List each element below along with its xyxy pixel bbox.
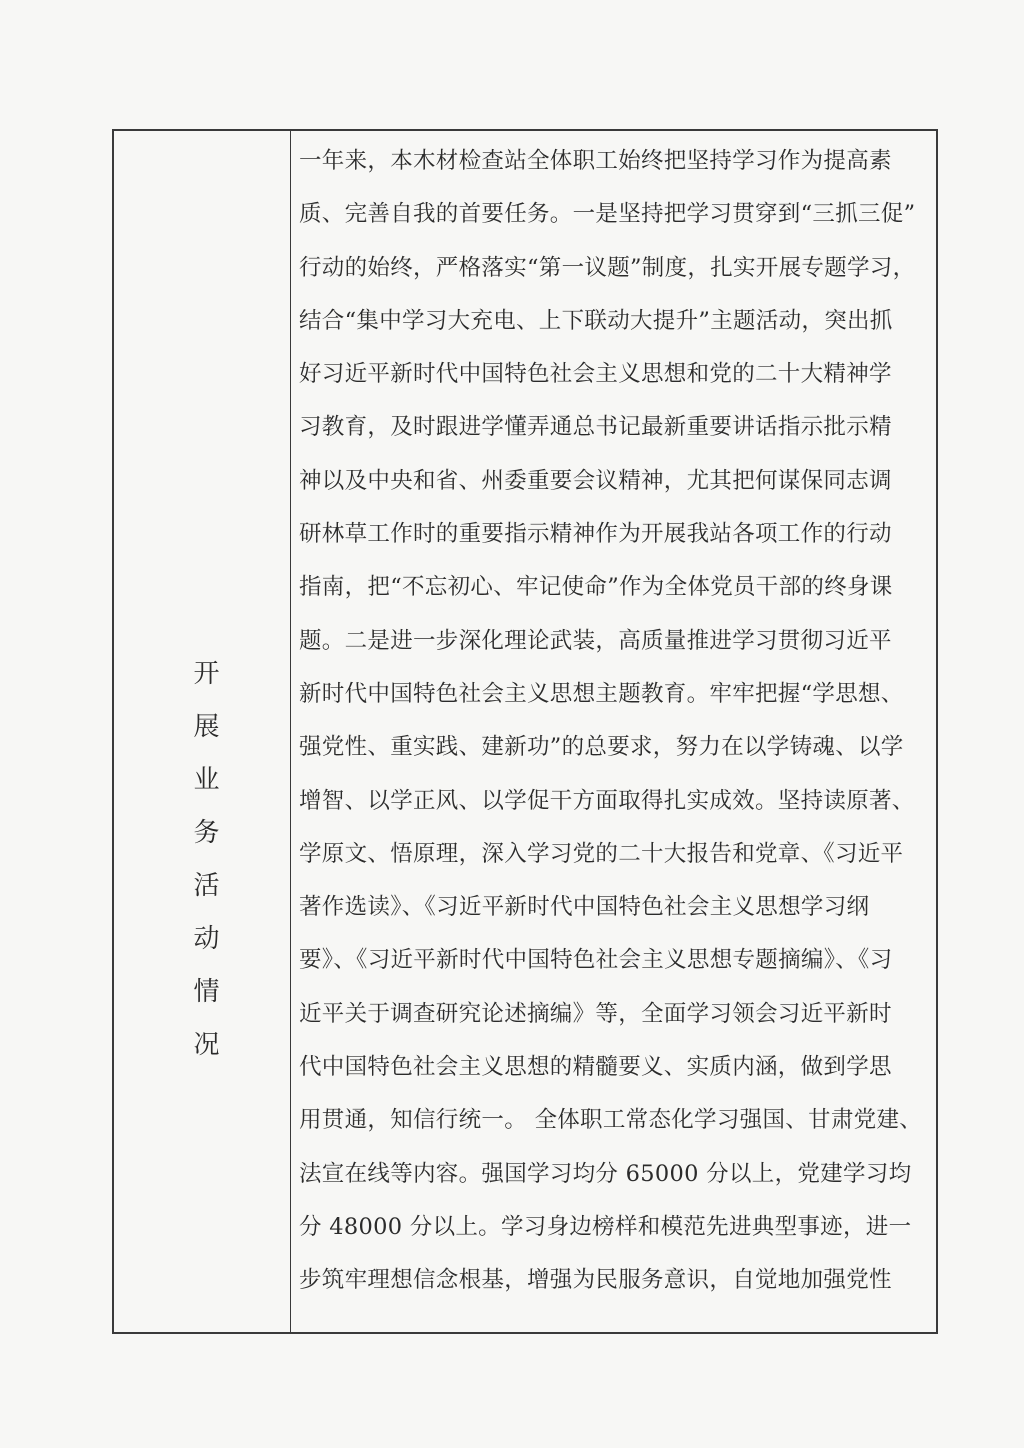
content-line: 新时代中国特色社会主义思想主题教育。牢牢把握“学思想、 (299, 680, 904, 707)
content-line: 强党性、重实践、建新功”的总要求，努力在以学铸魂、以学 (299, 734, 904, 761)
content-line: 增智、以学正风、以学促干方面取得扎实成效。坚持读原著、 (299, 787, 915, 814)
content-line: 代中国特色社会主义思想的精髓要义、实质内涵，做到学思 (299, 1054, 892, 1081)
content-line: 著作选读》、《习近平新时代中国特色社会主义思想学习纲 (299, 894, 870, 921)
label-cell (114, 131, 291, 1332)
content-line: 神以及中央和省、州委重要会议精神，尤其把何谋保同志调 (299, 467, 892, 494)
content-line: 法宣在线等内容。强国学习均分 65000 分以上，党建学习均 (299, 1160, 912, 1187)
content-line: 指南，把“不忘初心、牢记使命”作为全体党员干部的终身课 (299, 574, 893, 601)
content-line: 习教育，及时跟进学懂弄通总书记最新重要讲话指示批示精 (299, 414, 892, 441)
content-cell (291, 131, 936, 1332)
section-label: 开展业务活动情况 (189, 659, 219, 1083)
content-line: 题。二是进一步深化理论武装，高质量推进学习贯彻习近平 (299, 627, 892, 654)
content-line: 要》、《习近平新时代中国特色社会主义思想专题摘编》、《习 (299, 947, 893, 974)
content-line: 近平关于调查研究论述摘编》等，全面学习领会习近平新时 (299, 1000, 892, 1027)
content-line: 好习近平新时代中国特色社会主义思想和党的二十大精神学 (299, 361, 892, 388)
content-line: 行动的始终，严格落实“第一议题”制度，扎实开展专题学习， (299, 254, 916, 281)
content-line: 结合“集中学习大充电、上下联动大提升”主题活动，突出抓 (299, 307, 893, 334)
content-line: 研林草工作时的重要指示精神作为开展我站各项工作的行动 (299, 521, 892, 548)
content-line: 用贯通，知信行统一。 全体职工常态化学习强国、甘肃党建、 (299, 1107, 923, 1134)
content-line: 质、完善自我的首要任务。一是坚持把学习贯穿到“三抓三促” (299, 201, 916, 228)
content-line: 分 48000 分以上。学习身边榜样和模范先进典型事迹，进一 (299, 1213, 912, 1240)
content-line: 步筑牢理想信念根基，增强为民服务意识，自觉地加强党性 (299, 1267, 892, 1294)
form-table (112, 129, 938, 1334)
content-line: 一年来，本木材检查站全体职工始终把坚持学习作为提高素 (299, 148, 892, 174)
content-line: 学原文、悟原理，深入学习党的二十大报告和党章、《习近平 (299, 840, 904, 867)
